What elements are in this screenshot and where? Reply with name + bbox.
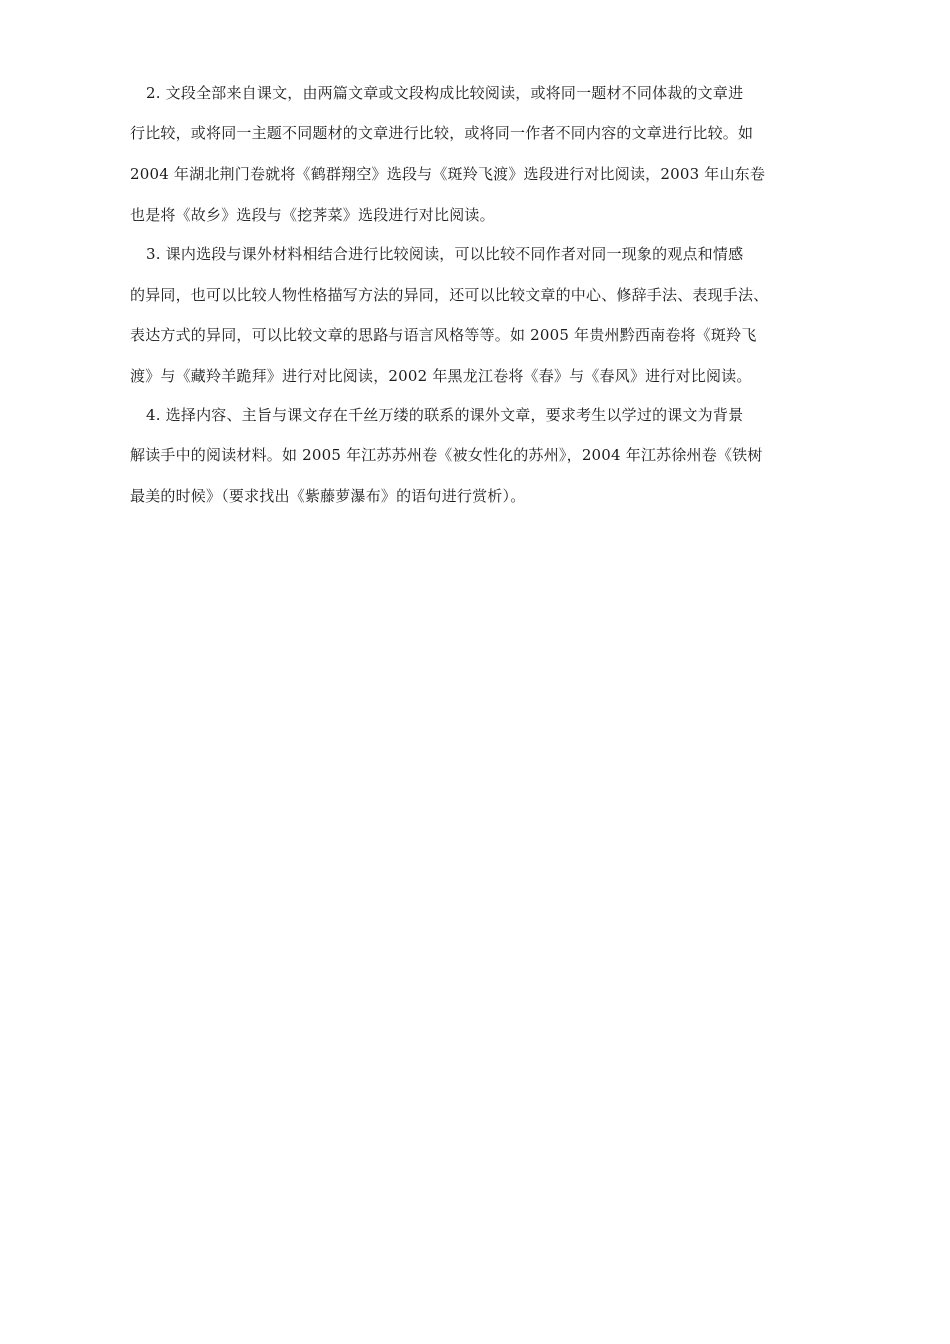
- paragraph-3-line-1: 3. 课内选段与课外材料相结合进行比较阅读，可以比较不同作者对同一现象的观点和情感: [146, 245, 744, 263]
- paragraph-2-line-1: 2. 文段全部来自课文，由两篇文章或文段构成比较阅读，或将同一题材不同体裁的文章进: [146, 84, 744, 102]
- paragraph-2-line-4: 也是将《故乡》选段与《挖荠菜》选段进行对比阅读。: [130, 206, 495, 224]
- paragraph-3-line-4: 渡》与《藏羚羊跪拜》进行对比阅读，2002 年黑龙江卷将《春》与《春风》进行对比阅读。: [130, 367, 752, 385]
- paragraph-2-line-2: 行比较，或将同一主题不同题材的文章进行比较，或将同一作者不同内容的文章进行比较。如: [130, 124, 754, 142]
- paragraph-4-line-2: 解读手中的阅读材料。如 2005 年江苏苏州卷《被女性化的苏州》，2004 年江苏徐州卷《铁树: [130, 446, 763, 464]
- paragraph-3-line-2: 的异同，也可以比较人物性格描写方法的异同，还可以比较文章的中心、修辞手法、表现手法、: [130, 286, 769, 304]
- paragraph-2-line-3: 2004 年湖北荆门卷就将《鹤群翔空》选段与《斑羚飞渡》选段进行对比阅读，2003 年山东卷: [130, 165, 766, 183]
- paragraph-4-line-3: 最美的时候》（要求找出《紫藤萝瀑布》的语句进行赏析）。: [130, 487, 526, 505]
- paragraph-3-line-3: 表达方式的异同，可以比较文章的思路与语言风格等等。如 2005 年贵州黔西南卷将《斑羚飞: [130, 326, 757, 344]
- paragraph-4-line-1: 4. 选择内容、主旨与课文存在千丝万缕的联系的课外文章，要求考生以学过的课文为背景: [146, 406, 744, 424]
